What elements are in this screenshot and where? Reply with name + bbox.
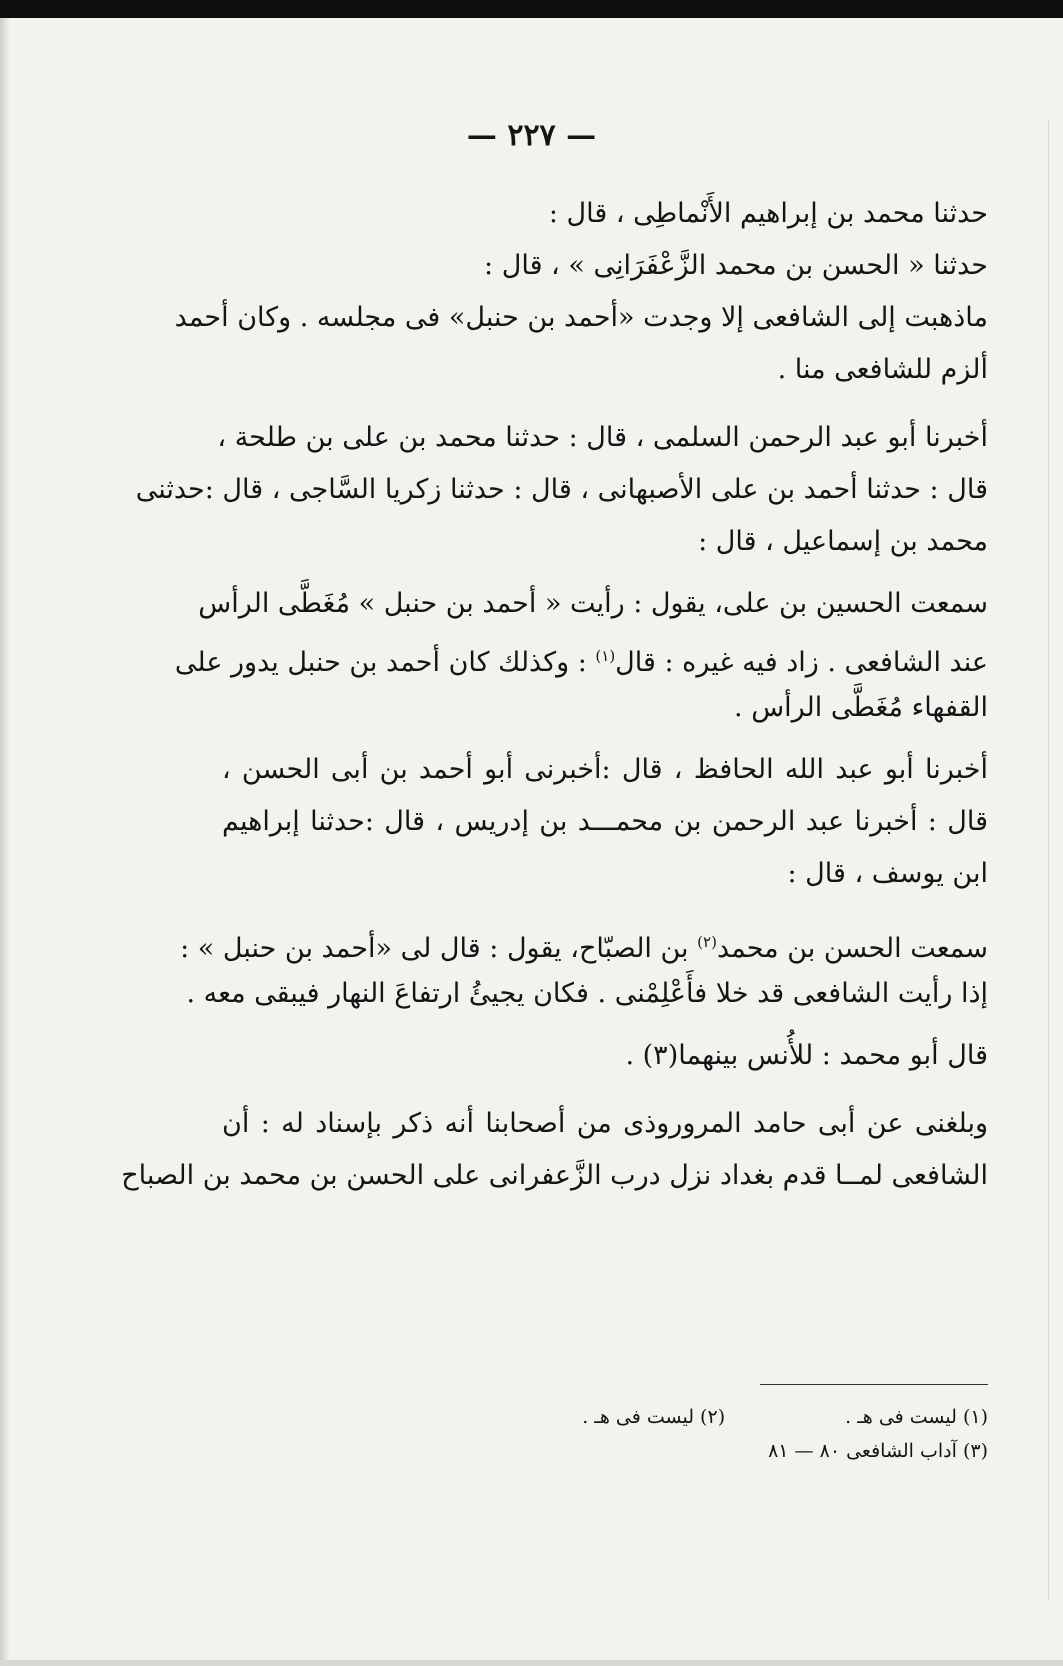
text-line: القفهاء مُغَطَّى الرأس . [734,692,988,723]
text-run: سمعت الحسن بن محمد [716,933,988,964]
footnote-2: (٢) ليست فى هـ . [582,1406,726,1428]
footnote-marker: (١) [595,647,616,665]
text-line: أخبرنا أبو عبد الرحمن السلمى ، قال : حدثنا محمد بن على بن طلحة ، [217,422,988,453]
scan-top-edge [0,0,1063,18]
text-line: محمد بن إسماعيل ، قال : [698,526,988,557]
paragraph-gap [222,734,988,744]
text-line: وبلغنى عن أبى حامد المروروذى من أصحابنا أنه ذكر بإسناد له : أن [222,1108,988,1139]
paragraph-gap [222,900,988,916]
paragraph-gap [222,1082,988,1098]
page-number: — ٢٢٧ — [466,118,597,153]
footnote-row [222,1434,988,1468]
paragraph-gap [222,1020,988,1030]
text-run: : وكذلك كان أحمد بن حنبل يدور على [174,647,596,678]
paragraph-gap [222,396,988,412]
footnote-marker: (٣) [642,1040,679,1071]
text-line: الشافعى لمــا قدم بغداد نزل درب الزَّعفرانى على الحسن بن محمد بن الصباح [121,1160,988,1191]
text-line: قال : أخبرنا عبد الرحمن بن محمـــد بن إدريس ، قال :حدثنا إبراهيم [222,806,988,837]
text-line: حدثنا « الحسن بن محمد الزَّعْفَرَانِى » ، قال : [484,250,988,281]
text-line: حدثنا محمد بن إبراهيم الأَنْماطِى ، قال : [548,198,988,229]
scan-right-shadow [1048,120,1049,1600]
text-line: ماذهبت إلى الشافعى إلا وجدت «أحمد بن حنبل» فى مجلسه . وكان أحمد [174,302,988,333]
text-line: سمعت الحسين بن على، يقول : رأيت « أحمد بن حنبل » مُغَطَّى الرأس [198,588,988,619]
text-run: عند الشافعى . زاد فيه غيره : قال [615,647,988,678]
page-body [121,188,988,1202]
footnote-1: (١) ليست فى هـ . [845,1406,988,1428]
footnote-rule [760,1384,988,1385]
text-line [180,916,988,968]
scan-bottom-edge [0,1660,1063,1666]
text-line: ابن يوسف ، قال : [787,858,988,889]
text-line: إذا رأيت الشافعى قد خلا فأَعْلِمْنى . فكان يجيئُ ارتفاعَ النهار فيبقى معه . [186,978,988,1009]
footnotes [222,1400,988,1468]
footnote-row [222,1400,988,1434]
text-line: قال : حدثنا أحمد بن على الأصبهانى ، قال : حدثنا زكريا السَّاجى ، قال :حدثنى [135,474,988,505]
text-run: قال أبو محمد : للأُنس بينهما [678,1040,988,1071]
text-line [222,1030,988,1082]
text-line: أخبرنا أبو عبد الله الحافظ ، قال :أخبرنى أبو أحمد بن أبى الحسن ، [222,754,988,785]
text-line [174,630,988,682]
footnote-marker: (٢) [697,933,717,951]
scan-left-edge [0,18,10,1666]
paragraph-gap [222,568,988,578]
text-run: بن الصبّاح، يقول : قال لى «أحمد بن حنبل » : [180,933,698,964]
text-run: . [625,1040,643,1071]
footnote-3: (٣) آداب الشافعى ٨٠ — ٨١ [768,1440,988,1462]
text-line: ألزم للشافعى منا . [777,354,988,385]
